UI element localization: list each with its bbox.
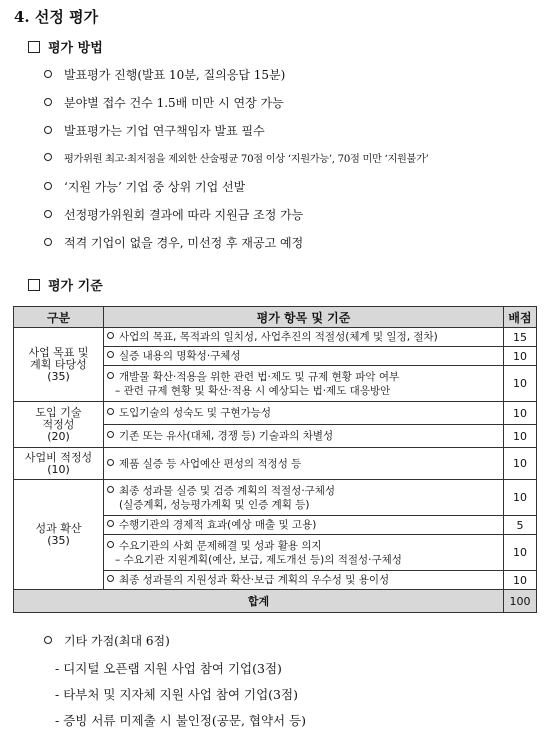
score-cell: 10 [504,347,537,366]
category-cell: 사업 목표 및 계획 타당성 (35) [14,328,104,402]
circle-bullet-icon [107,351,114,358]
category-cell: 성과 확산 (35) [14,480,104,590]
extra-heading: 기타 가점(최대 6점) [44,632,170,649]
method-title: 평가 방법 [48,41,103,56]
category-cell: 도입 기술 적정성 (20) [14,402,104,448]
table-row [14,328,537,347]
total-row [14,590,537,613]
table-header-row [14,307,537,328]
score-cell: 10 [504,366,537,402]
table-row [14,448,537,480]
header-score: 배점 [504,307,537,328]
circle-bullet-icon [107,408,114,415]
score-cell: 15 [504,328,537,347]
circle-bullet-icon [44,126,52,134]
square-bullet-icon [28,279,40,291]
circle-bullet-icon [44,98,52,106]
criteria-table [13,306,537,613]
circle-bullet-icon [107,332,114,339]
criteria-item: 개발물 확산·적용을 위한 관련 법·제도 및 규제 현황 파악 여부 – 관련 규제 현황 및 확산·적용 시 예상되는 법·제도 대응방안 [104,366,504,402]
section-title: 4. 선정 평가 [14,8,99,26]
circle-bullet-icon [44,70,52,78]
method-item: 평가위원 최고·최저점을 제외한 산술평균 70점 이상 ‘지원가능’, 70점 미만 ‘지원불가’ [44,150,429,165]
header-items: 평가 항목 및 기준 [104,307,504,328]
circle-bullet-icon [107,575,114,582]
table-row [14,480,537,516]
score-cell: 10 [504,448,537,480]
method-item: 분야별 접수 건수 1.5배 미만 시 연장 가능 [44,94,284,111]
method-item: 적격 기업이 없을 경우, 미선정 후 재공고 예정 [44,234,303,251]
circle-bullet-icon [44,153,52,161]
score-cell: 10 [504,535,537,571]
circle-bullet-icon [107,431,114,438]
score-cell: 10 [504,571,537,590]
criteria-item: 사업의 목표, 목적과의 일치성, 사업추진의 적절성(체계 및 일정, 절차) [104,328,504,347]
method-item: 발표평가 진행(발표 10분, 질의응답 15분) [44,66,285,83]
extra-item: - 디지털 오픈랩 지원 사업 참여 기업(3점) [55,661,282,676]
circle-bullet-icon [44,182,52,190]
criteria-heading [28,275,103,294]
criteria-item: 최종 성과물의 지원성과 확산·보급 계획의 우수성 및 용이성 [104,571,504,590]
method-item: 발표평가는 기업 연구책임자 발표 필수 [44,122,265,139]
circle-bullet-icon [107,541,114,548]
criteria-item: 기존 또는 유사(대체, 경쟁 등) 기술과의 차별성 [104,425,504,448]
score-cell: 5 [504,516,537,535]
total-label: 합계 [14,590,504,613]
extra-item: - 증빙 서류 미제출 시 불인정(공문, 협약서 등) [55,713,307,728]
header-category: 구분 [14,307,104,328]
extra-item: - 타부처 및 지자체 지원 사업 참여 기업(3점) [55,687,298,702]
circle-bullet-icon [107,459,114,466]
circle-bullet-icon [107,520,114,527]
category-cell: 사업비 적정성 (10) [14,448,104,480]
method-heading [28,37,103,56]
circle-bullet-icon [107,372,114,379]
score-cell: 10 [504,402,537,425]
table-row [14,402,537,425]
circle-bullet-icon [44,210,52,218]
criteria-item: 실증 내용의 명확성·구체성 [104,347,504,366]
criteria-item: 제품 실증 등 사업예산 편성의 적정성 등 [104,448,504,480]
circle-bullet-icon [107,486,114,493]
criteria-item: 수행기관의 경제적 효과(예상 매출 및 고용) [104,516,504,535]
method-item: 선정평가위원회 결과에 따라 지원금 조정 가능 [44,206,303,223]
score-cell: 10 [504,425,537,448]
criteria-item: 도입기술의 성숙도 및 구현가능성 [104,402,504,425]
criteria-item: 최종 성과물 실증 및 검증 계획의 적절성·구체성 (실증계획, 성능평가계획 및 인증 계획 등) [104,480,504,516]
score-cell: 10 [504,480,537,516]
total-score: 100 [504,590,537,613]
criteria-item: 수요기관의 사회 문제해결 및 성과 활용 의지 – 수요기관 지원계획(예산, 보급, 제도개선 등)의 적절성·구체성 [104,535,504,571]
circle-bullet-icon [44,238,52,246]
circle-bullet-icon [44,636,52,644]
square-bullet-icon [28,41,40,53]
method-item: ‘지원 가능’ 기업 중 상위 기업 선발 [44,178,245,195]
criteria-title: 평가 기준 [48,279,103,294]
